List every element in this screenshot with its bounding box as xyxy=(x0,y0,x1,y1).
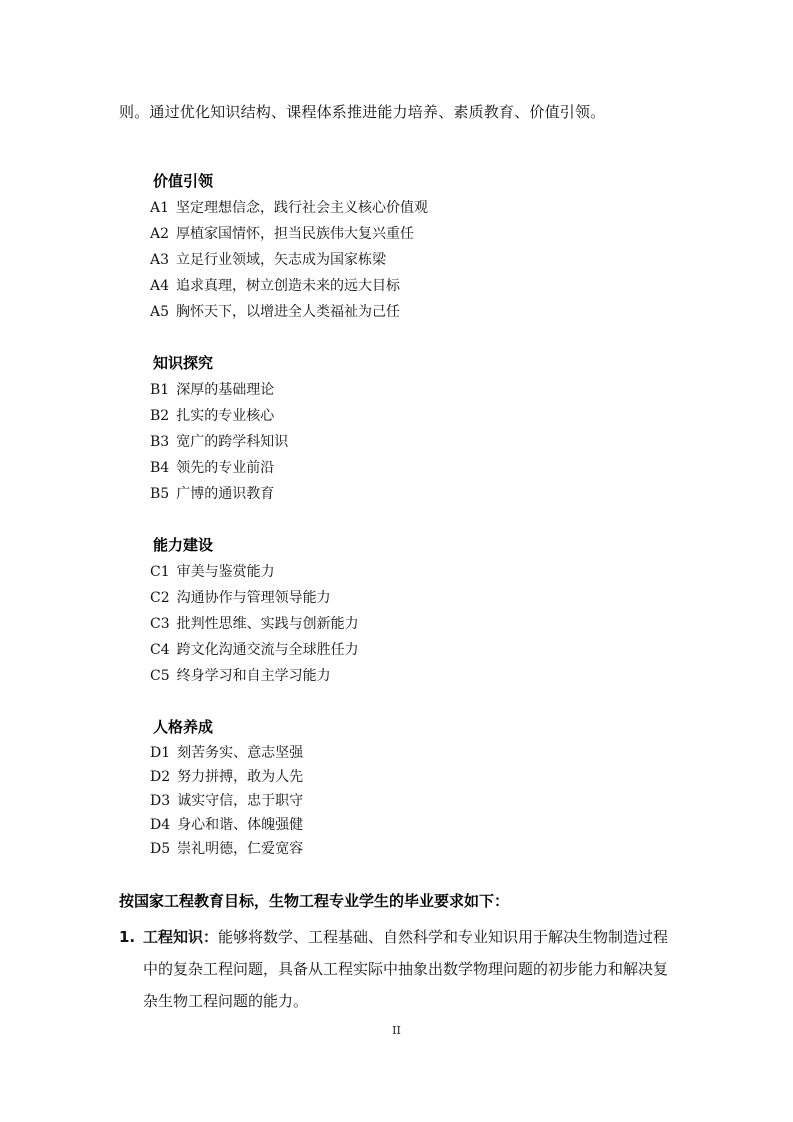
item-code: A2 xyxy=(150,226,170,242)
item-text: 坚定理想信念，践行社会主义核心价值观 xyxy=(176,200,429,216)
item-code: B1 xyxy=(150,382,170,398)
section-heading: 价值引领 xyxy=(153,172,214,190)
item-text: 批判性思维、实践与创新能力 xyxy=(176,616,359,632)
section-character-development xyxy=(150,716,510,861)
requirement-text: 能够将数学、工程基础、自然科学和专业知识用于解决生物制造过程中的复杂工程问题，具备从工程实际中抽象出数学物理问题的初步能力和解决复杂生物工程问题的能力。 xyxy=(143,928,669,1010)
item-text: 深厚的基础理论 xyxy=(176,382,275,398)
list-item xyxy=(150,637,510,663)
item-code: D1 xyxy=(150,745,171,761)
list-item xyxy=(150,837,510,861)
list-item xyxy=(150,195,510,221)
item-code: C1 xyxy=(150,564,170,580)
list-item xyxy=(150,559,510,585)
list-item xyxy=(150,273,510,299)
item-code: B3 xyxy=(150,434,170,450)
list-item xyxy=(150,765,510,789)
item-code: C5 xyxy=(150,668,170,684)
list-item xyxy=(150,377,510,403)
intro-paragraph: 则。通过优化知识结构、课程体系推进能力培养、素质教育、价值引领。 xyxy=(119,103,606,121)
item-text: 身心和谐、体魄强健 xyxy=(177,817,304,833)
item-code: D4 xyxy=(150,817,171,833)
requirement-title: 工程知识： xyxy=(143,928,219,946)
list-item xyxy=(150,403,510,429)
list-item xyxy=(150,455,510,481)
item-code: B5 xyxy=(150,486,170,502)
list-item xyxy=(150,299,510,325)
item-code: D5 xyxy=(150,841,171,857)
item-code: C4 xyxy=(150,642,170,658)
requirement-number: 1. xyxy=(119,928,136,946)
item-code: B2 xyxy=(150,408,170,424)
item-code: B4 xyxy=(150,460,170,476)
page-number: II xyxy=(392,1024,401,1037)
item-code: C3 xyxy=(150,616,170,632)
list-item xyxy=(150,789,510,813)
item-text: 努力拼搏，敢为人先 xyxy=(177,769,304,785)
item-text: 沟通协作与管理领导能力 xyxy=(176,590,331,606)
section-heading: 能力建设 xyxy=(153,536,214,554)
item-text: 领先的专业前沿 xyxy=(176,460,275,476)
item-text: 宽广的跨学科知识 xyxy=(176,434,289,450)
item-text: 刻苦务实、意志坚强 xyxy=(177,745,304,761)
item-text: 崇礼明德，仁爱宽容 xyxy=(177,841,304,857)
item-text: 追求真理，树立创造未来的远大目标 xyxy=(176,278,401,294)
item-text: 审美与鉴赏能力 xyxy=(176,564,275,580)
item-code: C2 xyxy=(150,590,170,606)
item-text: 广博的通识教育 xyxy=(176,486,275,502)
item-code: D2 xyxy=(150,769,171,785)
item-code: A3 xyxy=(150,252,170,268)
item-text: 胸怀天下，以增进全人类福祉为己任 xyxy=(176,304,401,320)
requirement-body xyxy=(143,921,679,1017)
section-heading: 人格养成 xyxy=(153,718,214,736)
list-item xyxy=(150,585,510,611)
item-text: 扎实的专业核心 xyxy=(176,408,275,424)
graduation-requirements-heading: 按国家工程教育目标，生物工程专业学生的毕业要求如下： xyxy=(119,892,510,910)
list-item xyxy=(150,221,510,247)
list-item xyxy=(150,429,510,455)
list-item xyxy=(150,813,510,837)
item-code: A5 xyxy=(150,304,170,320)
list-item xyxy=(150,663,510,689)
item-text: 立足行业领域，矢志成为国家栋梁 xyxy=(176,252,387,268)
list-item xyxy=(150,247,510,273)
section-value-guidance xyxy=(150,170,510,325)
item-text: 厚植家国情怀，担当民族伟大复兴重任 xyxy=(176,226,415,242)
item-code: A4 xyxy=(150,278,170,294)
requirement-item xyxy=(119,921,679,1017)
section-capability-building xyxy=(150,534,510,689)
section-knowledge-exploration xyxy=(150,352,510,507)
item-code: A1 xyxy=(150,200,170,216)
item-text: 诚实守信，忠于职守 xyxy=(177,793,304,809)
item-code: D3 xyxy=(150,793,171,809)
list-item xyxy=(150,611,510,637)
section-heading: 知识探究 xyxy=(153,354,214,372)
list-item xyxy=(150,741,510,765)
item-text: 跨文化沟通交流与全球胜任力 xyxy=(176,642,359,658)
list-item xyxy=(150,481,510,507)
item-text: 终身学习和自主学习能力 xyxy=(176,668,331,684)
